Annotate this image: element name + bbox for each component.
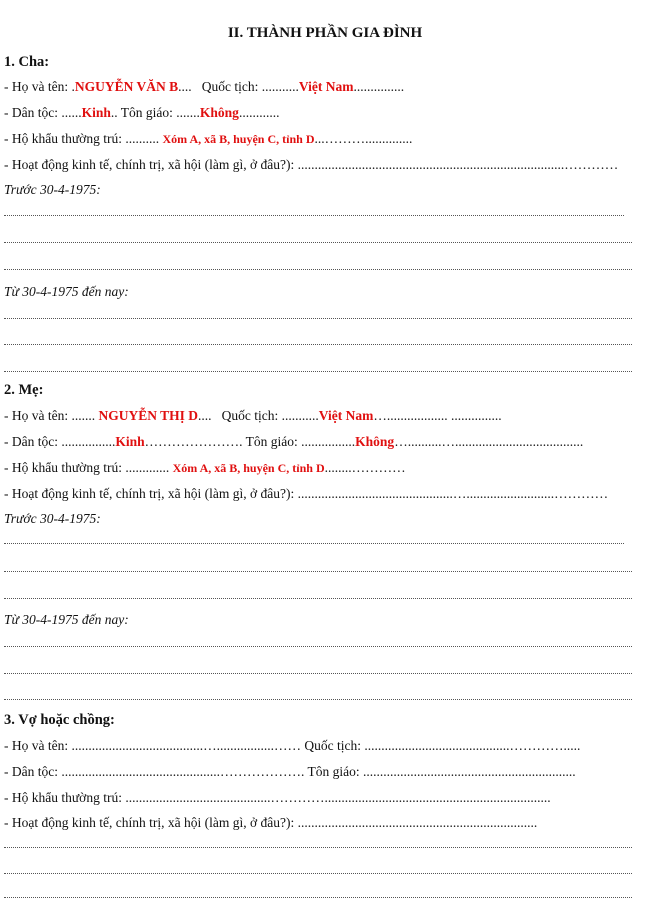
father-ethnicity-value[interactable]: Kinh — [81, 105, 111, 120]
father-after-line-1[interactable] — [4, 317, 632, 319]
father-heading: 1. Cha: — [4, 54, 50, 70]
father-before-line-3[interactable] — [4, 268, 632, 270]
father-after-line-3[interactable] — [4, 370, 632, 372]
spouse-activity-line-1[interactable] — [4, 846, 632, 848]
mother-after-line-2[interactable] — [4, 672, 632, 674]
mother-name-label: - Họ và tên: ....... — [4, 408, 96, 423]
spouse-name-row[interactable]: - Họ và tên: .......................................….................…… Quốc tịch: ...........................................…………..... — [4, 738, 581, 753]
mother-activity-label: - Hoạt động kinh tế, chính trị, xã hội (làm gì, ở đâu?): ..............................................…..........................………… — [4, 486, 609, 501]
mother-religion-trail: …..........…...................................... — [394, 434, 584, 449]
father-before-label: Trước 30-4-1975: — [4, 182, 101, 197]
mother-before-line-3[interactable] — [4, 597, 632, 599]
father-ethnicity-label: - Dân tộc: ...... — [4, 105, 82, 120]
mother-before-line-2[interactable] — [4, 570, 632, 572]
mother-name-row — [4, 408, 636, 424]
father-name-row — [4, 79, 636, 95]
mother-before-line-1[interactable] — [4, 542, 624, 544]
mother-nationality-trail: ….................. ............... — [373, 408, 502, 423]
spouse-activity-line-2[interactable] — [4, 872, 632, 874]
father-name-label: - Họ và tên: . — [4, 79, 75, 94]
father-before-line-2[interactable] — [4, 241, 632, 243]
mother-nationality-value[interactable]: Việt Nam — [318, 408, 374, 423]
spouse-activity-line-3[interactable] — [4, 896, 632, 898]
father-after-label: Từ 30-4-1975 đến nay: — [4, 284, 129, 299]
mother-residence-label: - Hộ khẩu thường trú: ............. — [4, 460, 170, 475]
mother-ethnicity-trail: …………………. — [144, 434, 243, 449]
father-name-value[interactable]: NGUYỄN VĂN B — [74, 79, 179, 94]
father-nationality-label: Quốc tịch: ........... — [201, 79, 299, 94]
mother-name-value[interactable]: NGUYỄN THỊ D — [98, 408, 199, 423]
father-nationality-value[interactable]: Việt Nam — [298, 79, 354, 94]
father-ethnicity-trail: .. — [110, 105, 118, 120]
spouse-activity-row[interactable]: - Hoạt động kinh tế, chính trị, xã hội (làm gì, ở đâu?): ....................................................................... — [4, 815, 538, 830]
father-residence-value[interactable]: Xóm A, xã B, huyện C, tỉnh D — [162, 132, 315, 146]
father-residence-trail: ...……….............. — [314, 131, 413, 146]
mother-name-trail: .... — [198, 408, 212, 423]
father-before-line-1[interactable] — [4, 214, 624, 216]
father-residence-label: - Hộ khẩu thường trú: .......... — [4, 131, 160, 146]
mother-ethnicity-row — [4, 434, 636, 450]
spouse-ethnicity-row[interactable]: - Dân tộc: ...............................................………………. Tôn giáo: ............................................................... — [4, 764, 576, 779]
mother-religion-value[interactable]: Không — [355, 434, 395, 449]
mother-before-label: Trước 30-4-1975: — [4, 511, 101, 526]
mother-residence-value[interactable]: Xóm A, xã B, huyện C, tỉnh D — [172, 461, 325, 475]
father-religion-value[interactable]: Không — [199, 105, 239, 120]
father-after-line-2[interactable] — [4, 343, 632, 345]
father-name-trail: .... — [178, 79, 192, 94]
mother-ethnicity-value[interactable]: Kinh — [115, 434, 145, 449]
mother-residence-row — [4, 460, 636, 476]
father-ethnicity-row — [4, 105, 636, 121]
mother-after-label: Từ 30-4-1975 đến nay: — [4, 612, 129, 627]
father-activity-label: - Hoạt động kinh tế, chính trị, xã hội (làm gì, ở đâu?): ...............................................................................………… — [4, 157, 619, 172]
mother-religion-label: Tôn giáo: ................ — [245, 434, 356, 449]
mother-nationality-label: Quốc tịch: ........... — [221, 408, 319, 423]
father-residence-row — [4, 131, 636, 147]
mother-after-line-3[interactable] — [4, 698, 632, 700]
mother-ethnicity-label: - Dân tộc: ................ — [4, 434, 116, 449]
spouse-heading: 3. Vợ hoặc chồng: — [4, 712, 115, 728]
mother-residence-trail: ........………… — [324, 460, 406, 475]
mother-after-line-1[interactable] — [4, 645, 632, 647]
father-religion-label: Tôn giáo: ....... — [120, 105, 200, 120]
father-religion-trail: ............ — [238, 105, 280, 120]
section-title: II. THÀNH PHẦN GIA ĐÌNH — [227, 25, 423, 41]
father-nationality-trail: ............... — [353, 79, 405, 94]
mother-heading: 2. Mẹ: — [4, 382, 44, 398]
spouse-residence-row[interactable]: - Hộ khẩu thường trú: ...........................................…………................................................................... — [4, 790, 551, 805]
